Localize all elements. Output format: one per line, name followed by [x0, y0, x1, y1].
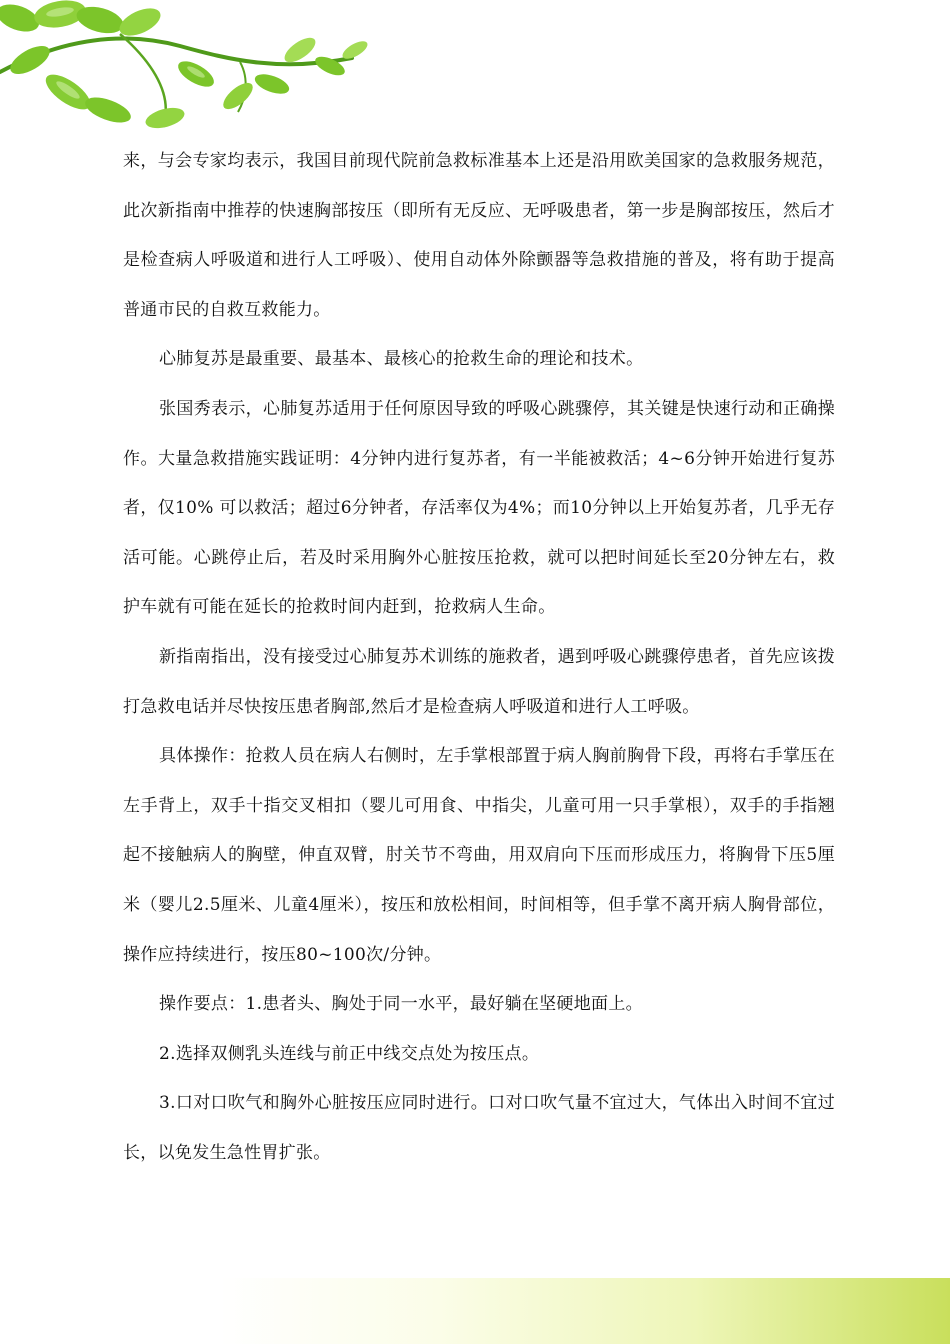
paragraph-1: 来，与会专家均表示，我国目前现代院前急救标准基本上还是沿用欧美国家的急救服务规范，此次新指南中推荐的快速胸部按压（即所有无反应、无呼吸患者，第一步是胸部按压，然后才是检查病人呼吸道和进行人工呼吸）、使用自动体外除颤器等急救措施的普及，将有助于提高普通市民的自救互救能力。 [123, 151, 835, 320]
bottom-gradient-band [220, 1278, 950, 1344]
leaf-vine-icon [0, 0, 380, 140]
paragraph-3: 张国秀表示，心肺复苏适用于任何原因导致的呼吸心跳骤停，其关键是快速行动和正确操作。大量急救措施实践证明：4分钟内进行复苏者，有一半能被救活；4~6分钟开始进行复苏者，仅10% 可以救活；超过6分钟者，存活率仅为4%；而10分钟以上开始复苏者，几乎无存活可能。心跳停止后，若及时采用胸外心脏按压抢救，就可以把时间延长至20分钟左右，救护车就有可能在延长的抢救时间内赶到，抢救病人生命。 [123, 398, 835, 618]
paragraph-7: 2.选择双侧乳头连线与前正中线交点处为按压点。 [159, 1043, 540, 1064]
document-body [123, 137, 835, 1178]
paragraph-6: 操作要点：1.患者头、胸处于同一水平，最好躺在坚硬地面上。 [159, 994, 643, 1015]
paragraph-2: 心肺复苏是最重要、最基本、最核心的抢救生命的理论和技术。 [159, 349, 644, 370]
paragraph-4: 新指南指出，没有接受过心肺复苏术训练的施救者，遇到呼吸心跳骤停患者，首先应该拨打急救电话并尽快按压患者胸部,然后才是检查病人呼吸道和进行人工呼吸。 [123, 646, 835, 717]
paragraph-5: 具体操作：抢救人员在病人右侧时，左手掌根部置于病人胸前胸骨下段，再将右手掌压在左手背上，双手十指交叉相扣（婴儿可用食、中指尖，儿童可用一只手掌根），双手的手指翘起不接触病人的胸壁，伸直双臂，肘关节不弯曲，用双肩向下压而形成压力，将胸骨下压5厘米（婴儿2.5厘米、儿童4厘米），按压和放松相间，时间相等，但手掌不离开病人胸骨部位，操作应持续进行，按压80~100次/分钟。 [123, 746, 835, 965]
paragraph-8: 3.口对口吹气和胸外心脏按压应同时进行。口对口吹气量不宜过大，气体出入时间不宜过长，以免发生急性胃扩张。 [123, 1093, 835, 1163]
